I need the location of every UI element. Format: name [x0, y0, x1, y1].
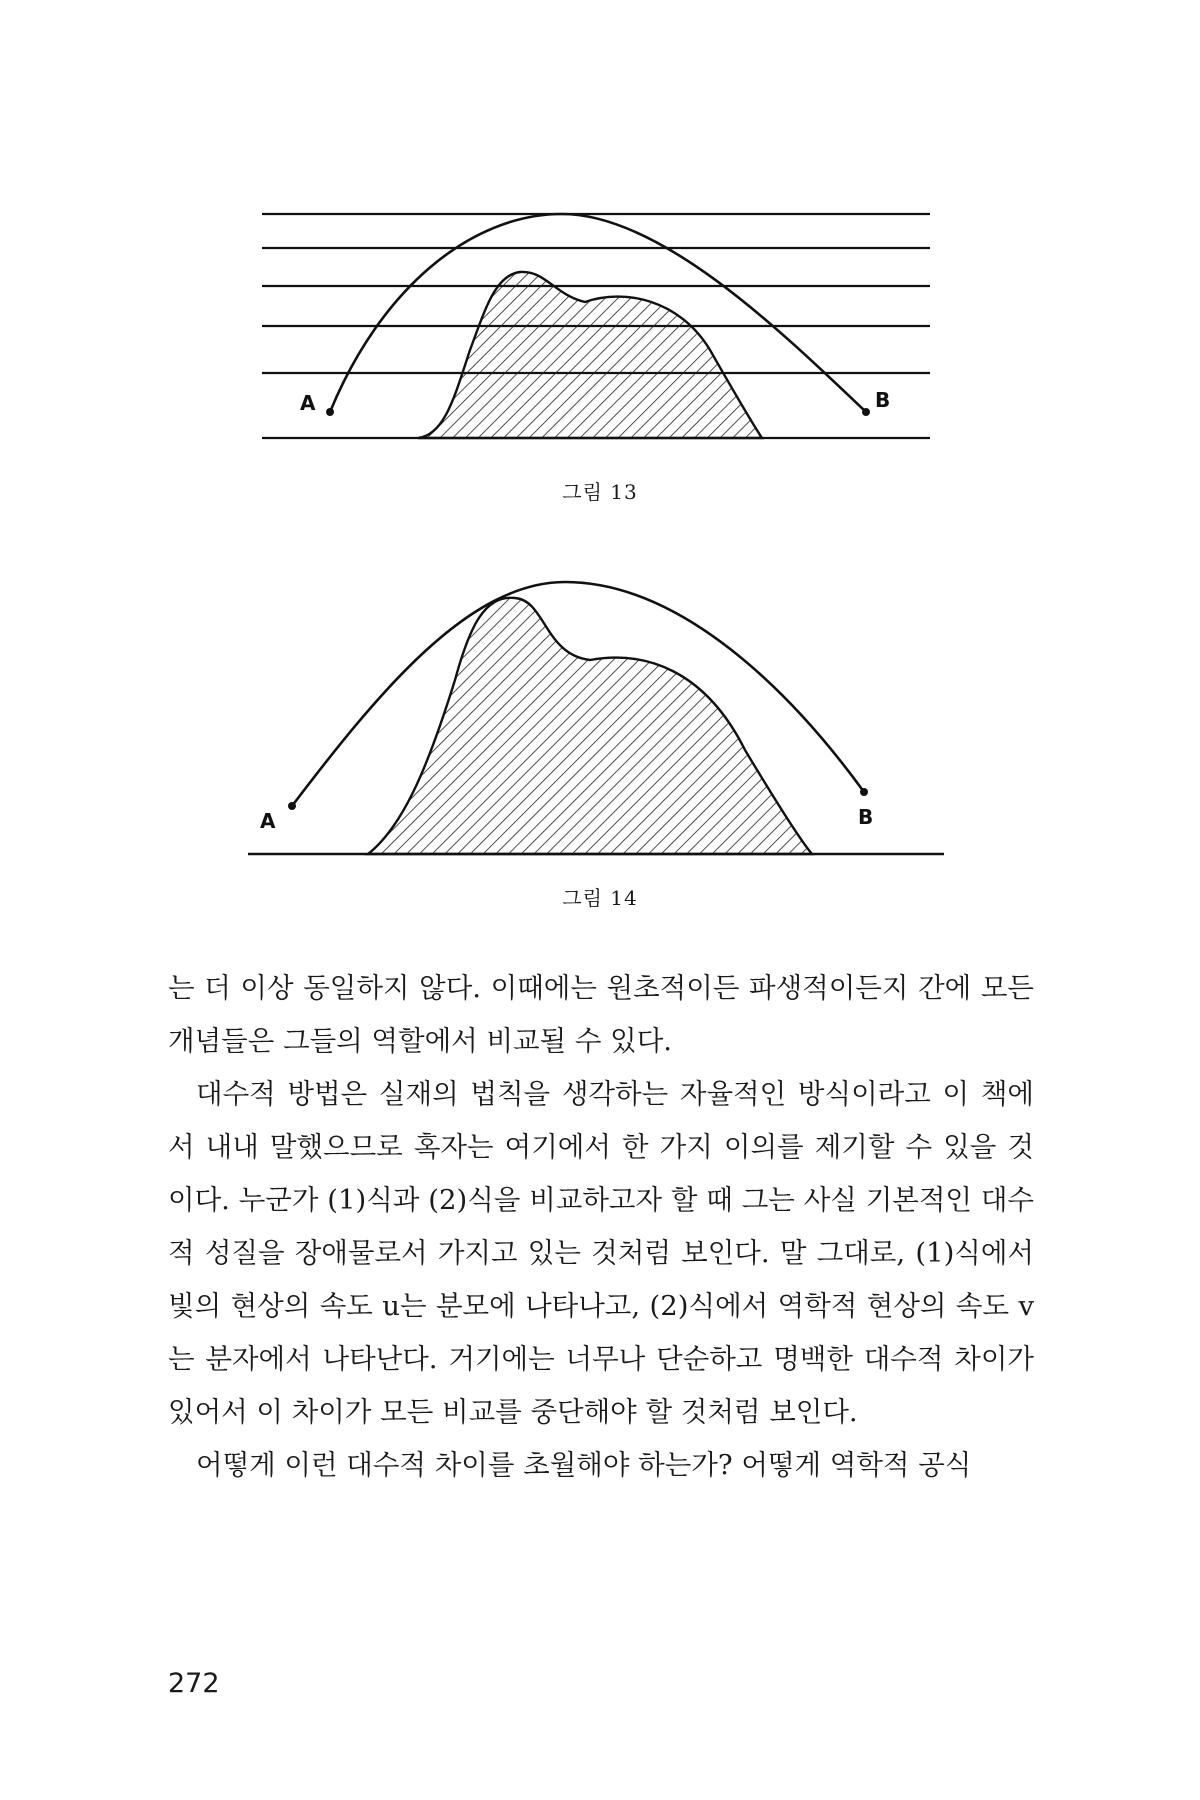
point-b-dot [862, 408, 870, 416]
figure-13 [0, 190, 1200, 460]
figure-14 [0, 560, 1200, 880]
paragraph: 어떻게 이런 대수적 차이를 초월해야 하는가? 어떻게 역학적 공식 [196, 1449, 972, 1481]
body-text [168, 962, 1034, 1492]
paragraph-continued: 는 더 이상 동일하지 않다. 이때에는 원초적이든 파생적이든지 간에 모든 개념들은 그들의 역할에서 비교될 수 있다. [168, 972, 1034, 1057]
point-b-label: B [875, 388, 891, 412]
point-a-dot [288, 802, 296, 810]
figure-14-caption: 그림 14 [562, 886, 638, 910]
figure-13-caption: 그림 13 [562, 480, 638, 504]
hatched-obstacle [368, 598, 812, 854]
page-number: 272 [168, 1668, 220, 1699]
point-b-dot [860, 788, 868, 796]
point-a-dot [326, 408, 334, 416]
point-a-label: A [260, 809, 276, 833]
hatched-obstacle [418, 272, 762, 438]
paragraph: 대수적 방법은 실재의 법칙을 생각하는 자율적인 방식이라고 이 책에서 내내 말했으므로 혹자는 여기에서 한 가지 이의를 제기할 수 있을 것이다. 누군가 (1)식과 (2)식을 비교하고자 할 때 그는 사실 기본적인 대수적 성질을 장애물로서 가지고 있는 것처럼 보인다. 말 그대로, (1)식에서 빛의 현상의 속도 u는 분모에 나타나고, (2)식에서 역학적 현상의 속도 v는 분자에서 나타난다. 거기에는 너무나 단순하고 명백한 대수적 차이가 있어서 이 차이가 모든 비교를 중단해야 할 것처럼 보인다. [168, 1078, 1034, 1428]
point-a-label: A [300, 391, 316, 415]
point-b-label: B [858, 805, 874, 829]
